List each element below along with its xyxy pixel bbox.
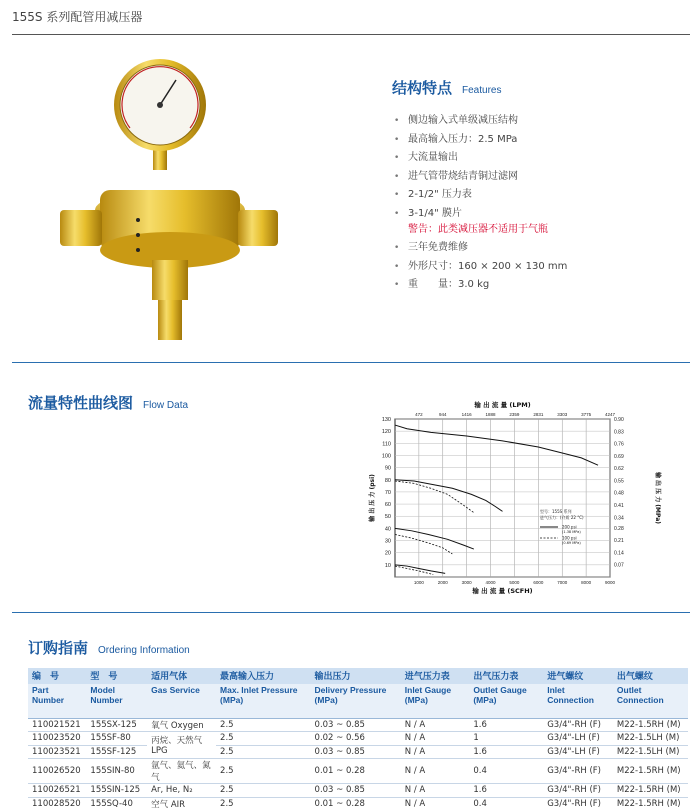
table-row	[28, 718, 688, 732]
flow-title: 流量特性曲线图	[28, 394, 134, 412]
flow-chart	[360, 395, 670, 595]
cell-gas: 氧气 Oxygen	[147, 718, 216, 732]
cell-part-number: 110028520	[28, 797, 86, 810]
table-row	[28, 759, 688, 784]
x-top-tick-label: 472	[415, 412, 423, 417]
y-tick-label: 20	[384, 550, 391, 557]
feature-item: • 最高输入压力：2.5 MPa	[394, 131, 694, 150]
col-header-en: Delivery Pressure (MPa)	[311, 684, 401, 718]
cell-max-inlet: 2.5	[216, 797, 311, 810]
x-top-tick-label: 1888	[485, 412, 496, 417]
series-line	[395, 534, 452, 553]
cell-gas: 氩气、氦气、氮气	[147, 759, 216, 784]
left-axis-title: 输 出 压 力 (psi)	[369, 474, 376, 522]
ordering-table	[28, 668, 688, 810]
cell-inlet-conn: G3/4"-RH (F)	[543, 718, 613, 732]
y-right-tick-label: 0.69	[614, 453, 624, 460]
cell-model: 155SX-125	[86, 718, 147, 732]
col-header-en: Outlet Connection	[613, 684, 688, 718]
cell-outlet-gauge: 1.6	[469, 718, 543, 732]
x-tick-label: 4000	[485, 580, 496, 585]
x-tick-label: 5000	[509, 580, 520, 585]
y-right-tick-label: 0.83	[614, 429, 624, 436]
warning-text: 警告：此类减压器不适用于气瓶	[408, 224, 548, 235]
y-right-tick-label: 0.14	[614, 550, 624, 557]
ordering-title: 订购指南	[28, 639, 89, 657]
col-header-en: Inlet Gauge (MPa)	[401, 684, 470, 718]
cell-inlet-conn: G3/4"-LH (F)	[543, 745, 613, 759]
y-tick-label: 90	[384, 465, 391, 472]
col-header: 出气螺纹	[613, 668, 688, 684]
cell-outlet-conn: M22-1.5LH (M)	[613, 745, 688, 759]
legend-entry: 100 psi	[562, 535, 577, 541]
cell-part-number: 110021521	[28, 718, 86, 732]
y-tick-label: 10	[384, 562, 391, 569]
x-tick-label: 7000	[557, 580, 568, 585]
cell-outlet-conn: M22-1.5RH (M)	[613, 784, 688, 798]
x-tick-label: 2000	[437, 580, 448, 585]
cell-gas: Ar, He, N₂	[147, 784, 216, 798]
header-divider	[12, 34, 690, 35]
col-header-en: Max. Inlet Pressure (MPa)	[216, 684, 311, 718]
top-axis-title: 输 出 流 量 (LPM)	[474, 401, 531, 409]
cell-model: 155SF-80	[86, 732, 147, 746]
cell-inlet-conn: G3/4"-RH (F)	[543, 797, 613, 810]
feature-item: • 侧边输入式单级减压结构	[394, 112, 694, 131]
y-right-tick-label: 0.07	[614, 562, 624, 569]
y-right-tick-label: 0.34	[614, 515, 624, 522]
cell-delivery: 0.03 ~ 0.85	[311, 784, 401, 798]
legend-entry: (1.38 MPa)	[562, 530, 581, 534]
col-header: 编 号	[28, 668, 86, 684]
feature-item: • 2-1/2" 压力表	[394, 186, 694, 205]
col-header-en: Model Number	[86, 684, 147, 718]
y-right-tick-label: 0.28	[614, 525, 624, 532]
feature-item: • 外形尺寸：160 × 200 × 130 mm	[394, 258, 694, 277]
features-list	[394, 112, 694, 295]
x-top-tick-label: 1416	[461, 412, 472, 417]
x-top-tick-label: 944	[439, 412, 447, 417]
cell-part-number: 110026520	[28, 759, 86, 784]
y-right-tick-label: 0.76	[614, 441, 624, 448]
cell-part-number: 110023521	[28, 745, 86, 759]
cell-delivery: 0.01 ~ 0.28	[311, 797, 401, 810]
col-header: 进气压力表	[401, 668, 470, 684]
y-tick-label: 130	[381, 417, 391, 423]
cell-outlet-conn: M22-1.5RH (M)	[613, 797, 688, 810]
y-right-tick-label: 0.21	[614, 538, 624, 545]
x-tick-label: 1000	[413, 580, 424, 585]
col-header: 型 号	[86, 668, 147, 684]
legend-entry: (0.69 MPa)	[562, 541, 581, 545]
y-tick-label: 50	[384, 514, 391, 521]
x-top-tick-label: 4247	[604, 412, 616, 417]
series-line	[395, 565, 445, 574]
cell-inlet-gauge: N / A	[401, 732, 470, 746]
legend-subtitle: 进气压力：(介质 22 °C)	[540, 515, 584, 520]
features-title: 结构特点	[392, 79, 453, 97]
table-row	[28, 732, 688, 746]
y-tick-label: 120	[381, 429, 391, 436]
feature-item: • 三年免费维修	[394, 239, 694, 258]
col-header-en: Inlet Connection	[543, 684, 613, 718]
page-title: 155S 系列配管用减压器	[12, 10, 143, 24]
y-tick-label: 60	[384, 502, 391, 509]
col-header-en: Part Number	[28, 684, 86, 718]
bottom-axis-title: 输 出 流 量 (SCFH)	[472, 587, 533, 595]
col-header: 进气螺纹	[543, 668, 613, 684]
cell-gas: 空气 AIR	[147, 797, 216, 810]
cell-inlet-gauge: N / A	[401, 759, 470, 784]
feature-item: • 大流量输出	[394, 149, 694, 168]
cell-outlet-gauge: 1.6	[469, 784, 543, 798]
cell-inlet-conn: G3/4"-RH (F)	[543, 784, 613, 798]
features-title-en: Features	[462, 85, 502, 96]
cell-outlet-conn: M22-1.5RH (M)	[613, 718, 688, 732]
y-tick-label: 80	[384, 477, 391, 484]
cell-outlet-gauge: 0.4	[469, 797, 543, 810]
col-header-en: Outlet Gauge (MPa)	[469, 684, 543, 718]
cell-inlet-gauge: N / A	[401, 784, 470, 798]
cell-delivery: 0.01 ~ 0.28	[311, 759, 401, 784]
cell-delivery: 0.02 ~ 0.56	[311, 732, 401, 746]
cell-outlet-gauge: 1.6	[469, 745, 543, 759]
y-tick-label: 30	[384, 538, 391, 545]
cell-part-number: 110026521	[28, 784, 86, 798]
legend-title: 型号：155S 系列	[540, 509, 572, 514]
series-line	[395, 528, 474, 549]
x-tick-label: 9000	[604, 580, 616, 585]
cell-outlet-gauge: 0.4	[469, 759, 543, 784]
feature-item: • 进气管带烧结青铜过滤网	[394, 168, 694, 187]
cell-part-number: 110023520	[28, 732, 86, 746]
x-tick-label: 6000	[533, 580, 544, 585]
table-row	[28, 784, 688, 798]
cell-outlet-conn: M22-1.5LH (M)	[613, 732, 688, 746]
section-divider	[12, 612, 690, 613]
cell-model: 155SIN-80	[86, 759, 147, 784]
col-header: 输出压力	[311, 668, 401, 684]
cell-model: 155SF-125	[86, 745, 147, 759]
y-tick-label: 40	[384, 526, 391, 533]
col-header: 适用气体	[147, 668, 216, 684]
flow-title-en: Flow Data	[143, 400, 189, 411]
x-tick-label: 8000	[581, 580, 592, 585]
series-line	[395, 481, 474, 513]
cell-inlet-conn: G3/4"-RH (F)	[543, 759, 613, 784]
feature-item: • 重 量：3.0 kg	[394, 276, 694, 295]
table-row	[28, 797, 688, 810]
cell-delivery: 0.03 ~ 0.85	[311, 718, 401, 732]
legend-entry: 200 psi	[562, 524, 577, 530]
col-header: 出气压力表	[469, 668, 543, 684]
y-tick-label: 110	[382, 441, 391, 448]
y-right-tick-label: 0.62	[614, 466, 624, 473]
table-row	[28, 745, 688, 759]
cell-outlet-gauge: 1	[469, 732, 543, 746]
col-header: 最高输入压力	[216, 668, 311, 684]
right-axis-title: 输 出 压 力 (MPa)	[654, 471, 661, 525]
x-tick-label: 3000	[461, 580, 472, 585]
x-top-tick-label: 2359	[509, 412, 520, 417]
cell-max-inlet: 2.5	[216, 718, 311, 732]
cell-gas: 丙烷、天然气 LPG	[147, 732, 216, 759]
y-right-tick-label: 0.41	[614, 503, 624, 510]
cell-max-inlet: 2.5	[216, 759, 311, 784]
x-top-tick-label: 3303	[557, 412, 568, 417]
section-divider	[12, 362, 690, 363]
y-right-tick-label: 0.55	[614, 478, 624, 485]
cell-model: 155SIN-125	[86, 784, 147, 798]
feature-item: • 3-1/4" 膜片	[394, 205, 694, 224]
x-top-tick-label: 3775	[581, 412, 592, 417]
regulator-image	[50, 50, 290, 350]
cell-inlet-gauge: N / A	[401, 718, 470, 732]
cell-inlet-gauge: N / A	[401, 745, 470, 759]
cell-inlet-conn: G3/4"-LH (F)	[543, 732, 613, 746]
cell-max-inlet: 2.5	[216, 732, 311, 746]
cell-max-inlet: 2.5	[216, 784, 311, 798]
cell-model: 155SQ-40	[86, 797, 147, 810]
ordering-title-en: Ordering Information	[98, 645, 190, 656]
cell-outlet-conn: M22-1.5RH (M)	[613, 759, 688, 784]
y-tick-label: 70	[384, 489, 391, 496]
col-header-en: Gas Service	[147, 684, 216, 718]
y-right-tick-label: 0.90	[614, 417, 624, 423]
y-tick-label: 100	[381, 453, 391, 460]
cell-delivery: 0.03 ~ 0.85	[311, 745, 401, 759]
x-top-tick-label: 2831	[533, 412, 544, 417]
cell-max-inlet: 2.5	[216, 745, 311, 759]
y-right-tick-label: 0.48	[614, 490, 624, 497]
plot-frame	[395, 419, 610, 577]
cell-inlet-gauge: N / A	[401, 797, 470, 810]
